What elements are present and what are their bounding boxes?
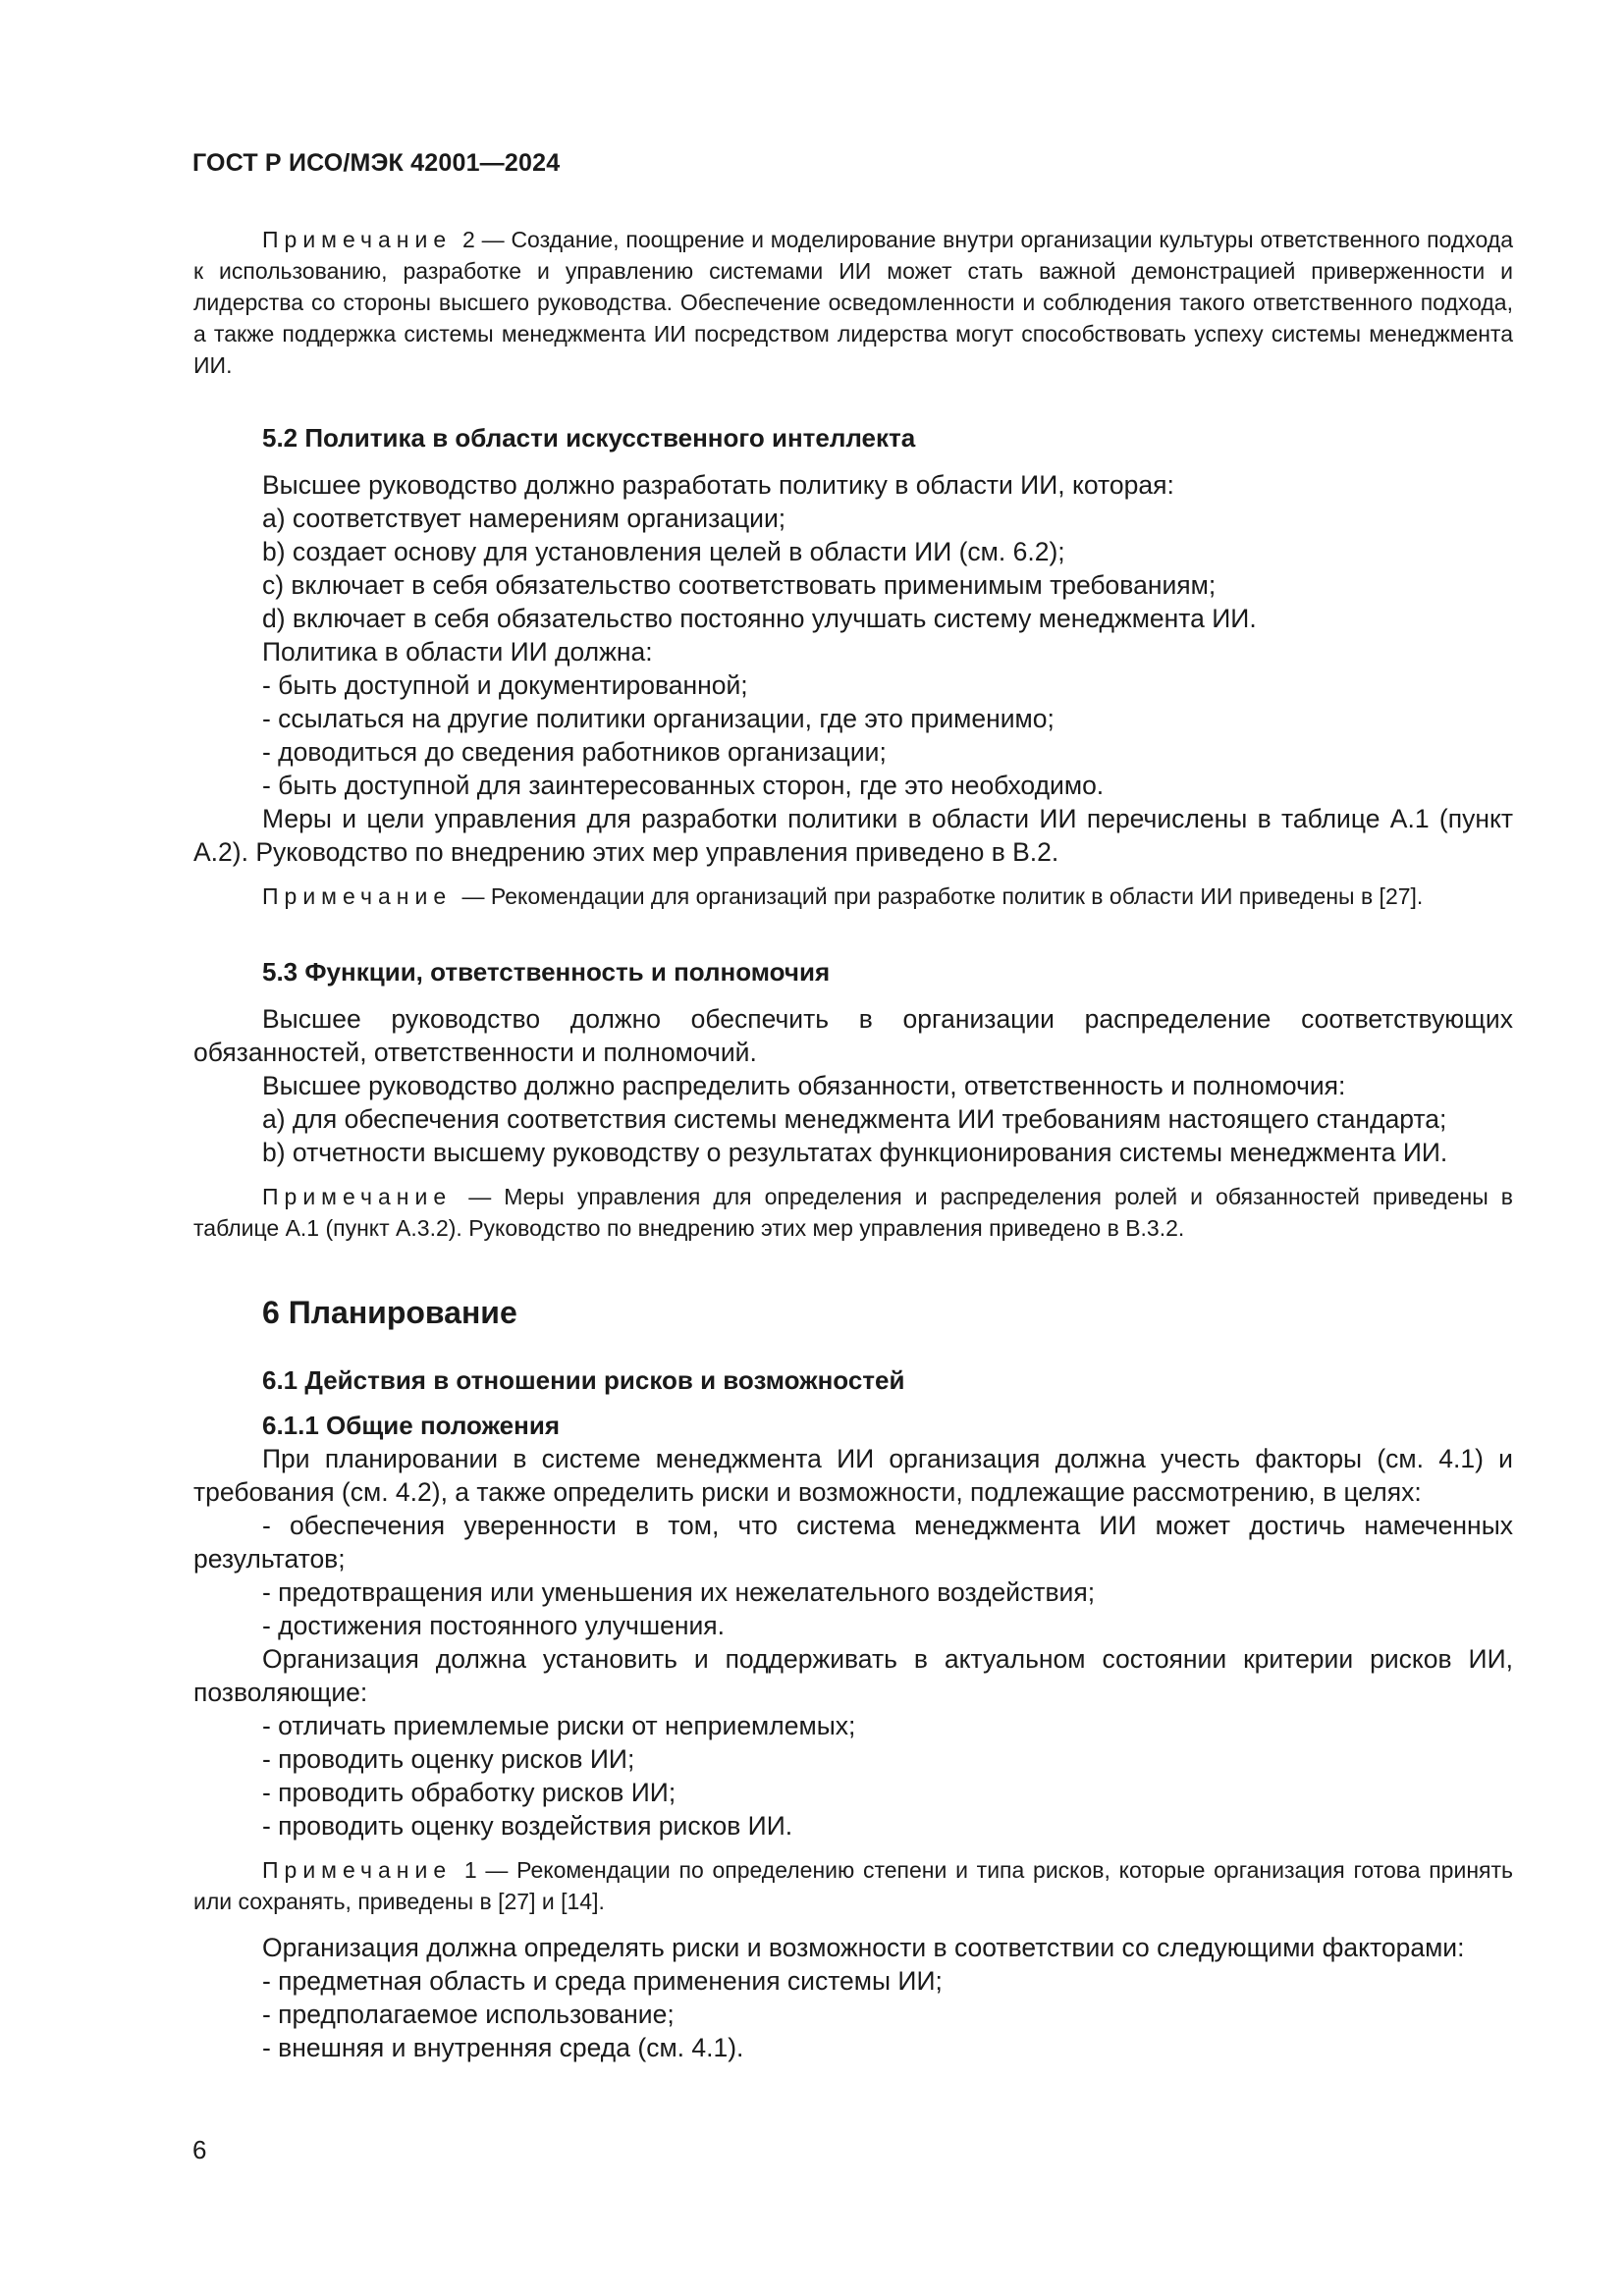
section-6-1-heading: 6.1 Действия в отношении рисков и возможностей xyxy=(262,1365,905,1395)
policy-requirement-item: b) создает основу для установления целей в области ИИ (см. 6.2); xyxy=(262,537,1065,566)
note-text: 1 — Рекомендации по определению степени и типа рисков, которые организация готова принять или сохранять, приведены в [27] и [14]. xyxy=(193,1857,1513,1914)
policy-should-item: - быть доступной и документированной; xyxy=(262,670,748,700)
note-label: Примечание xyxy=(262,227,453,252)
section-6-1-1-paragraph: При планировании в системе менеджмента ИИ организация должна учесть факторы (см. 4.1) и требования (см. 4.2), а также определить риски и возможности, подлежащие рассмотрению, в целях: xyxy=(193,1444,1513,1507)
policy-should-item: - быть доступной для заинтересованных сторон, где это необходимо. xyxy=(262,771,1105,800)
section-5-3-paragraph: Высшее руководство должно обеспечить в организации распределение соответствующих обязанностей, ответственности и полномочий. xyxy=(193,1004,1513,1067)
section-6-1-1-note xyxy=(193,1854,1513,1917)
responsibility-item: b) отчетности высшему руководству о результатах функционирования системы менеджмента ИИ. xyxy=(262,1138,1448,1167)
section-5-2-intro: Высшее руководство должно разработать политику в области ИИ, которая: xyxy=(262,470,1174,500)
risk-factor-item: - предполагаемое использование; xyxy=(262,2000,675,2029)
section-6-1-1-paragraph: Организация должна установить и поддерживать в актуальном состоянии критерии рисков ИИ, позволяющие: xyxy=(193,1644,1513,1707)
policy-should-item: - доводиться до сведения работников организации; xyxy=(262,737,887,767)
section-5-2-heading: 5.2 Политика в области искусственного интеллекта xyxy=(262,423,916,453)
risk-criteria-item: - проводить оценку рисков ИИ; xyxy=(262,1744,635,1774)
policy-requirement-item: a) соответствует намерениям организации; xyxy=(262,504,786,533)
section-6-heading: 6 Планирование xyxy=(262,1295,517,1330)
section-6-1-1-heading: 6.1.1 Общие положения xyxy=(262,1411,560,1440)
section-5-2-measures: Меры и цели управления для разработки политики в области ИИ перечислены в таблице А.1 (пункт А.2). Руководство по внедрению этих мер управления приведено в В.2. xyxy=(193,804,1513,867)
note-2 xyxy=(193,224,1513,381)
section-5-2-note xyxy=(193,881,1513,912)
note-label: Примечание xyxy=(262,1184,453,1209)
section-6-1-1-paragraph: Организация должна определять риски и возможности в соответствии со следующими факторами: xyxy=(262,1933,1465,1962)
policy-should-intro: Политика в области ИИ должна: xyxy=(262,637,653,667)
section-5-3-paragraph: Высшее руководство должно распределить обязанности, ответственность и полномочия: xyxy=(262,1071,1346,1100)
page-content xyxy=(193,224,1513,2064)
policy-should-item: - ссылаться на другие политики организации, где это применимо; xyxy=(262,704,1055,733)
risk-factor-item: - внешняя и внутренняя среда (см. 4.1). xyxy=(262,2033,744,2062)
risk-criteria-item: - проводить обработку рисков ИИ; xyxy=(262,1778,677,1807)
responsibility-item: a) для обеспечения соответствия системы менеджмента ИИ требованиям настоящего стандарта; xyxy=(262,1104,1447,1134)
policy-requirement-item: d) включает в себя обязательство постоянно улучшать систему менеджмента ИИ. xyxy=(262,604,1257,633)
page-number: 6 xyxy=(192,2135,207,2164)
risk-factor-item: - предметная область и среда применения системы ИИ; xyxy=(262,1966,943,1996)
risk-criteria-item: - отличать приемлемые риски от неприемлемых; xyxy=(262,1711,856,1740)
section-5-3-note xyxy=(193,1181,1513,1244)
note-text: 2 — Создание, поощрение и моделирование внутри организации культуры ответственного подхода к использованию, разработке и управлению системами ИИ может стать важной демонстрацией приверженности и лидерства со стороны высшего руководства. Обеспечение осведомленности и соблюдения такого ответственного подхода, а также поддержка системы менеджмента ИИ посредством лидерства могут способствовать успеху системы менеджмента ИИ. xyxy=(193,227,1513,378)
risk-criteria-item: - проводить оценку воздействия рисков ИИ. xyxy=(262,1811,793,1841)
note-text: — Меры управления для определения и распределения ролей и обязанностей приведены в таблице А.1 (пункт А.3.2). Руководство по внедрению этих мер управления приведено в В.3.2. xyxy=(193,1184,1514,1241)
section-5-3-heading: 5.3 Функции, ответственность и полномочия xyxy=(262,957,831,987)
document-code-header: ГОСТ Р ИСО/МЭК 42001—2024 xyxy=(192,149,561,177)
planning-aim-item: - предотвращения или уменьшения их нежелательного воздействия; xyxy=(262,1577,1096,1607)
note-text: — Рекомендации для организаций при разработке политик в области ИИ приведены в [27]. xyxy=(461,883,1424,909)
planning-aim-item: - достижения постоянного улучшения. xyxy=(262,1611,725,1640)
note-label: Примечание xyxy=(262,883,453,909)
note-label: Примечание xyxy=(262,1857,453,1883)
planning-aim-item: - обеспечения уверенности в том, что система менеджмента ИИ может достичь намеченных результатов; xyxy=(193,1511,1513,1574)
policy-requirement-item: c) включает в себя обязательство соответствовать применимым требованиям; xyxy=(262,570,1217,600)
